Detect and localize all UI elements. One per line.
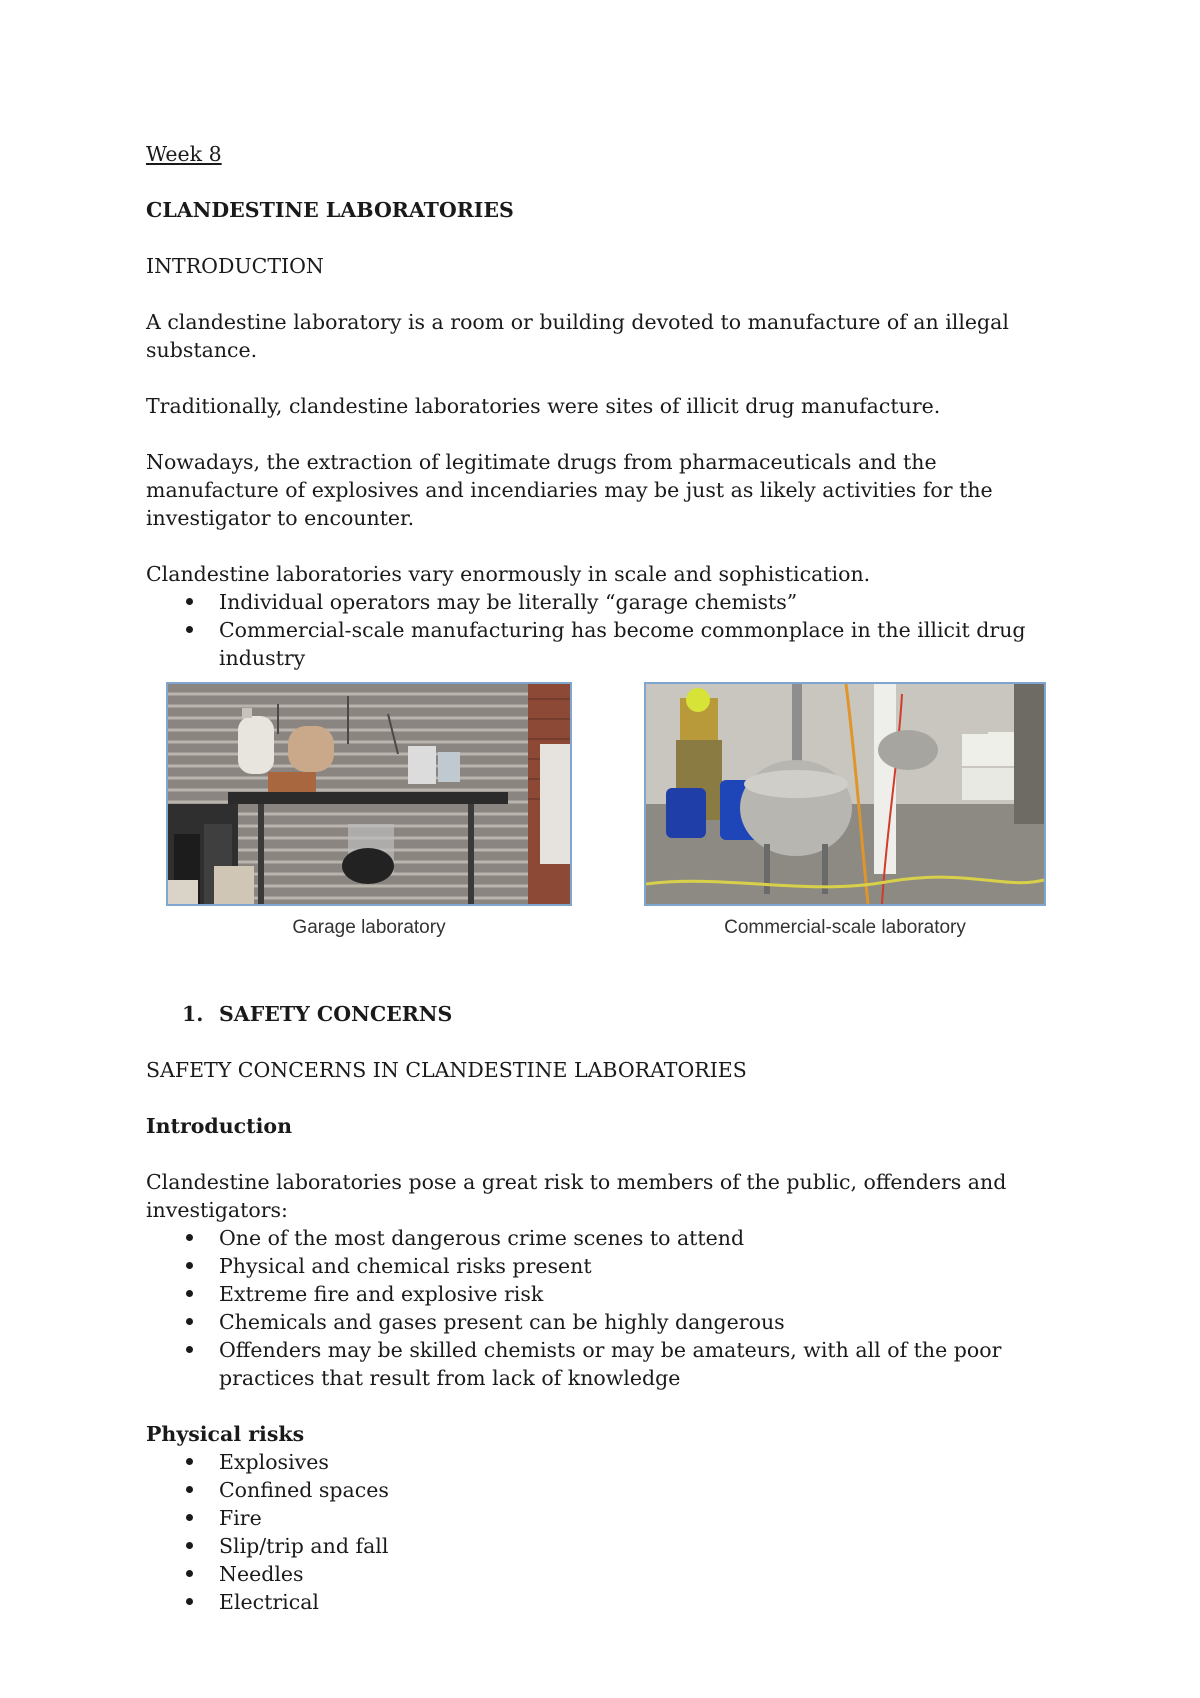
physical-risks-heading: Physical risks: [146, 1422, 305, 1446]
list-item: Explosives: [146, 1448, 1066, 1476]
list-item: Chemicals and gases present can be highly dangerous: [146, 1308, 1066, 1336]
list-item: Physical and chemical risks present: [146, 1252, 1066, 1280]
garage-laboratory-caption: Garage laboratory: [292, 917, 446, 938]
list-item: Slip/trip and fall: [146, 1532, 1066, 1560]
introduction-subheading: Introduction: [146, 1114, 292, 1138]
list-item: Commercial-scale manufacturing has become commonplace in the illicit drug industry: [146, 616, 1066, 672]
list-item: Individual operators may be literally “garage chemists”: [146, 588, 1066, 616]
list-item: Electrical: [146, 1588, 1066, 1616]
garage-laboratory-photo: [166, 682, 572, 906]
list-item: Offenders may be skilled chemists or may be amateurs, with all of the poor practices that result from lack of knowledge: [146, 1336, 1066, 1392]
list-item: Confined spaces: [146, 1476, 1066, 1504]
intro-heading: INTRODUCTION: [146, 254, 324, 278]
commercial-laboratory-caption: Commercial-scale laboratory: [724, 917, 966, 938]
nowadays-paragraph: Nowadays, the extraction of legitimate drugs from pharmaceuticals and the manufacture of explosives and incendiaries may be just as likely activities for the investigator to encounter.: [146, 450, 993, 530]
list-item: Extreme fire and explosive risk: [146, 1280, 1066, 1308]
list-item: Needles: [146, 1560, 1066, 1588]
commercial-laboratory-image: [646, 684, 1044, 904]
document-title: CLANDESTINE LABORATORIES: [146, 198, 514, 222]
week-label: Week 8: [146, 142, 222, 166]
tradition-paragraph: Traditionally, clandestine laboratories were sites of illicit drug manufacture.: [146, 394, 941, 418]
list-item: One of the most dangerous crime scenes to attend: [146, 1224, 1066, 1252]
list-item: Fire: [146, 1504, 1066, 1532]
document-page: [146, 140, 1066, 1616]
section-number: 1.: [182, 1002, 204, 1026]
risk-paragraph: Clandestine laboratories pose a great risk to members of the public, offenders and investigators:: [146, 1170, 1007, 1222]
scale-paragraph: Clandestine laboratories vary enormously in scale and sophistication.: [146, 562, 871, 586]
garage-laboratory-image: [168, 684, 570, 904]
figure-row: [146, 682, 1066, 974]
section-title: SAFETY CONCERNS: [219, 1002, 453, 1026]
commercial-laboratory-photo: [644, 682, 1046, 906]
scale-bullet-list: [146, 588, 1066, 672]
risk-bullet-list: [146, 1224, 1066, 1392]
safety-subtitle: SAFETY CONCERNS IN CLANDESTINE LABORATORIES: [146, 1058, 747, 1082]
definition-paragraph: A clandestine laboratory is a room or building devoted to manufacture of an illegal substance.: [146, 310, 1009, 362]
section-heading-safety-concerns: [146, 1000, 1066, 1028]
figure-garage: [166, 682, 572, 942]
figure-commercial: [644, 682, 1046, 942]
physical-risks-list: [146, 1448, 1066, 1616]
